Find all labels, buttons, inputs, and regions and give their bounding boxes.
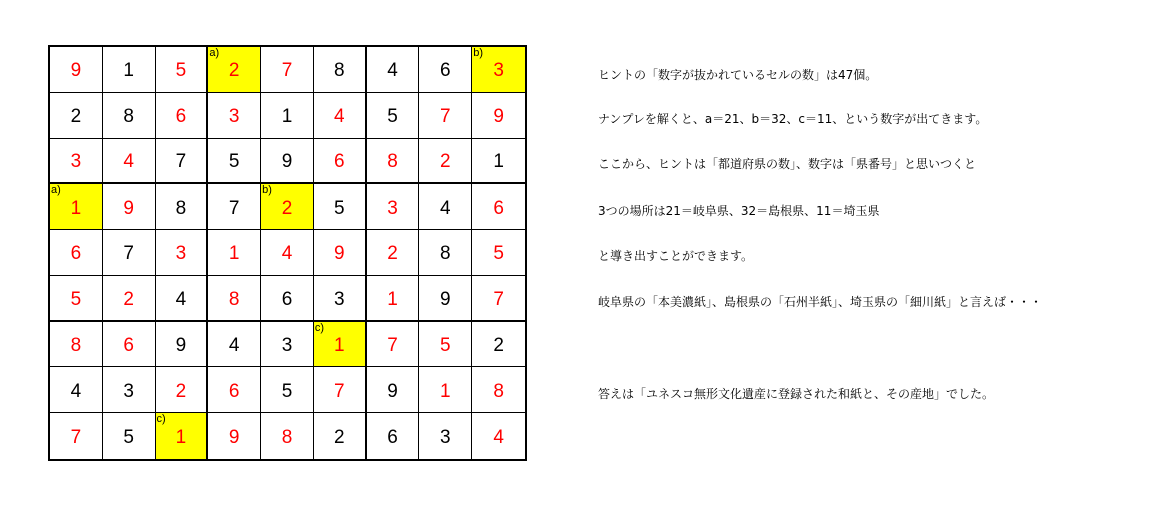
sudoku-cell-r3-c3 bbox=[156, 139, 209, 185]
cell-digit: 2 bbox=[440, 151, 451, 173]
sudoku-cell-r4-c8 bbox=[419, 184, 472, 230]
sudoku-cell-r9-c7 bbox=[367, 413, 420, 459]
sudoku-cell-r8-c5 bbox=[261, 367, 314, 413]
sudoku-cell-r1-c4 bbox=[208, 47, 261, 93]
sudoku-cell-r6-c7 bbox=[367, 276, 420, 322]
cell-digit: 8 bbox=[175, 197, 187, 219]
sudoku-cell-r6-c4 bbox=[208, 276, 261, 322]
sudoku-cell-r1-c9 bbox=[472, 47, 525, 93]
sudoku-cell-r7-c6 bbox=[314, 322, 367, 368]
cell-digit: 1 bbox=[70, 197, 82, 219]
sudoku-cell-r5-c8 bbox=[419, 230, 472, 276]
sudoku-cell-r9-c5 bbox=[261, 413, 314, 459]
cell-digit: 3 bbox=[281, 335, 293, 357]
cell-digit: 9 bbox=[281, 151, 293, 173]
cell-digit: 9 bbox=[175, 335, 187, 357]
cell-digit: 4 bbox=[440, 197, 451, 219]
cell-digit: 2 bbox=[70, 106, 82, 128]
cell-digit: 2 bbox=[123, 288, 134, 310]
cell-digit: 2 bbox=[175, 380, 187, 402]
note-hint-count: ヒントの「数字が抜かれているセルの数」は47個。 bbox=[598, 68, 878, 82]
sudoku-cell-r5-c2 bbox=[103, 230, 156, 276]
sudoku-cell-r1-c5 bbox=[261, 47, 314, 93]
sudoku-cell-r3-c2 bbox=[103, 139, 156, 185]
cell-digit: 5 bbox=[387, 106, 398, 128]
cell-digit: 9 bbox=[440, 288, 451, 310]
cell-digit: 7 bbox=[123, 243, 134, 265]
sudoku-cell-r9-c6 bbox=[314, 413, 367, 459]
cell-digit: 3 bbox=[387, 197, 398, 219]
cell-digit: 9 bbox=[123, 197, 134, 219]
cell-marker-label: a) bbox=[209, 47, 220, 59]
cell-digit: 7 bbox=[175, 151, 187, 173]
sudoku-cell-r8-c1 bbox=[50, 367, 103, 413]
sudoku-cell-r4-c7 bbox=[367, 184, 420, 230]
cell-digit: 5 bbox=[440, 335, 451, 357]
cell-digit: 6 bbox=[493, 197, 504, 219]
sudoku-cell-r8-c2 bbox=[103, 367, 156, 413]
cell-digit: 1 bbox=[123, 60, 134, 82]
sudoku-cell-r8-c9 bbox=[472, 367, 525, 413]
sudoku-cell-r2-c2 bbox=[103, 93, 156, 139]
sudoku-cell-r2-c1 bbox=[50, 93, 103, 139]
cell-digit: 8 bbox=[493, 380, 504, 402]
cell-digit: 9 bbox=[70, 60, 82, 82]
cell-digit: 1 bbox=[440, 380, 451, 402]
sudoku-cell-r9-c3 bbox=[156, 413, 209, 459]
sudoku-cell-r4-c6 bbox=[314, 184, 367, 230]
cell-digit: 3 bbox=[123, 380, 134, 402]
sudoku-cell-r1-c3 bbox=[156, 47, 209, 93]
cell-digit: 7 bbox=[493, 288, 504, 310]
cell-digit: 4 bbox=[387, 60, 398, 82]
cell-digit: 2 bbox=[387, 243, 398, 265]
sudoku-cell-r3-c7 bbox=[367, 139, 420, 185]
cell-digit: 1 bbox=[333, 335, 345, 357]
sudoku-cell-r5-c9 bbox=[472, 230, 525, 276]
sudoku-cell-r3-c5 bbox=[261, 139, 314, 185]
cell-digit: 5 bbox=[281, 380, 293, 402]
cell-digit: 6 bbox=[123, 335, 134, 357]
sudoku-cell-r1-c1 bbox=[50, 47, 103, 93]
cell-digit: 4 bbox=[493, 427, 504, 449]
cell-digit: 1 bbox=[281, 106, 293, 128]
cell-digit: 6 bbox=[333, 151, 345, 173]
cell-digit: 3 bbox=[493, 60, 504, 82]
cell-digit: 3 bbox=[440, 427, 451, 449]
sudoku-cell-r9-c4 bbox=[208, 413, 261, 459]
cell-digit: 5 bbox=[175, 60, 187, 82]
cell-digit: 4 bbox=[70, 380, 82, 402]
cell-digit: 2 bbox=[333, 427, 345, 449]
sudoku-cell-r2-c7 bbox=[367, 93, 420, 139]
sudoku-cell-r9-c2 bbox=[103, 413, 156, 459]
sudoku-cell-r1-c6 bbox=[314, 47, 367, 93]
cell-marker-label: a) bbox=[51, 184, 61, 197]
cell-marker-label: b) bbox=[473, 47, 483, 59]
cell-digit: 2 bbox=[228, 60, 240, 82]
cell-digit: 1 bbox=[493, 151, 504, 173]
cell-digit: 1 bbox=[228, 243, 240, 265]
cell-digit: 7 bbox=[333, 380, 345, 402]
note-solve-values: ナンプレを解くと、a＝21、b＝32、c＝11、という数字が出てきます。 bbox=[598, 112, 988, 126]
cell-digit: 6 bbox=[70, 243, 82, 265]
sudoku-cell-r1-c8 bbox=[419, 47, 472, 93]
cell-digit: 8 bbox=[228, 288, 240, 310]
cell-digit: 3 bbox=[228, 106, 240, 128]
cell-digit: 7 bbox=[387, 335, 398, 357]
sudoku-cell-r4-c4 bbox=[208, 184, 261, 230]
cell-digit: 4 bbox=[333, 106, 345, 128]
cell-digit: 6 bbox=[387, 427, 398, 449]
cell-digit: 6 bbox=[440, 60, 451, 82]
cell-digit: 5 bbox=[123, 427, 134, 449]
cell-digit: 5 bbox=[333, 197, 345, 219]
cell-digit: 8 bbox=[123, 106, 134, 128]
sudoku-cell-r6-c3 bbox=[156, 276, 209, 322]
sudoku-cell-r2-c5 bbox=[261, 93, 314, 139]
note-washi-names: 岐阜県の「本美濃紙」、島根県の「石州半紙」、埼玉県の「細川紙」と言えば・・・ bbox=[598, 295, 1043, 309]
sudoku-cell-r5-c7 bbox=[367, 230, 420, 276]
sudoku-cell-r6-c6 bbox=[314, 276, 367, 322]
cell-digit: 2 bbox=[281, 197, 293, 219]
cell-digit: 7 bbox=[228, 197, 240, 219]
cell-digit: 7 bbox=[281, 60, 293, 82]
cell-marker-label: b) bbox=[262, 184, 272, 197]
cell-digit: 3 bbox=[175, 243, 187, 265]
sudoku-cell-r3-c1 bbox=[50, 139, 103, 185]
cell-digit: 1 bbox=[175, 427, 187, 449]
cell-digit: 5 bbox=[228, 151, 240, 173]
cell-marker-label: c) bbox=[156, 413, 166, 426]
cell-marker-label: c) bbox=[314, 321, 325, 334]
sudoku-cell-r2-c3 bbox=[156, 93, 209, 139]
cell-digit: 9 bbox=[333, 243, 345, 265]
cell-digit: 8 bbox=[440, 243, 451, 265]
cell-digit: 4 bbox=[123, 151, 134, 173]
sudoku-cell-r9-c9 bbox=[472, 413, 525, 459]
sudoku-cell-r7-c2 bbox=[103, 322, 156, 368]
cell-digit: 4 bbox=[175, 288, 187, 310]
sudoku-cell-r9-c1 bbox=[50, 413, 103, 459]
sudoku-cell-r4-c3 bbox=[156, 184, 209, 230]
sudoku-cell-r4-c2 bbox=[103, 184, 156, 230]
cell-digit: 4 bbox=[281, 243, 293, 265]
cell-digit: 6 bbox=[228, 380, 240, 402]
sudoku-grid bbox=[48, 45, 527, 461]
sudoku-cell-r8-c7 bbox=[367, 367, 420, 413]
sudoku-cell-r5-c4 bbox=[208, 230, 261, 276]
sudoku-cell-r7-c5 bbox=[261, 322, 314, 368]
cell-digit: 1 bbox=[387, 288, 398, 310]
sudoku-cell-r5-c5 bbox=[261, 230, 314, 276]
sudoku-cell-r2-c6 bbox=[314, 93, 367, 139]
sudoku-cell-r5-c6 bbox=[314, 230, 367, 276]
cell-digit: 8 bbox=[333, 60, 345, 82]
sudoku-cell-r6-c5 bbox=[261, 276, 314, 322]
sudoku-cell-r8-c3 bbox=[156, 367, 209, 413]
sudoku-cell-r7-c1 bbox=[50, 322, 103, 368]
sudoku-cell-r7-c7 bbox=[367, 322, 420, 368]
sudoku-cell-r2-c8 bbox=[419, 93, 472, 139]
cell-digit: 9 bbox=[228, 427, 240, 449]
cell-digit: 4 bbox=[228, 335, 240, 357]
cell-digit: 9 bbox=[387, 380, 398, 402]
cell-digit: 8 bbox=[70, 335, 82, 357]
sudoku-cell-r6-c9 bbox=[472, 276, 525, 322]
sudoku-cell-r3-c6 bbox=[314, 139, 367, 185]
sudoku-cell-r6-c8 bbox=[419, 276, 472, 322]
sudoku-cell-r8-c4 bbox=[208, 367, 261, 413]
sudoku-cell-r4-c5 bbox=[261, 184, 314, 230]
cell-digit: 6 bbox=[281, 288, 293, 310]
cell-digit: 2 bbox=[493, 335, 504, 357]
sudoku-cell-r3-c8 bbox=[419, 139, 472, 185]
cell-digit: 7 bbox=[70, 427, 82, 449]
sudoku-cell-r2-c9 bbox=[472, 93, 525, 139]
sudoku-cell-r7-c9 bbox=[472, 322, 525, 368]
sudoku-cell-r5-c1 bbox=[50, 230, 103, 276]
sudoku-cell-r9-c8 bbox=[419, 413, 472, 459]
sudoku-cell-r3-c4 bbox=[208, 139, 261, 185]
sudoku-cell-r1-c7 bbox=[367, 47, 420, 93]
sudoku-cell-r8-c8 bbox=[419, 367, 472, 413]
sudoku-cell-r7-c8 bbox=[419, 322, 472, 368]
cell-digit: 6 bbox=[175, 106, 187, 128]
sudoku-cell-r6-c1 bbox=[50, 276, 103, 322]
sudoku-cell-r1-c2 bbox=[103, 47, 156, 93]
note-answer: 答えは「ユネスコ無形文化遺産に登録された和紙と、その産地」でした。 bbox=[598, 387, 995, 401]
sudoku-cell-r3-c9 bbox=[472, 139, 525, 185]
note-derive: と導き出すことができます。 bbox=[598, 249, 754, 263]
sudoku-cell-r8-c6 bbox=[314, 367, 367, 413]
cell-digit: 3 bbox=[333, 288, 345, 310]
sudoku-cell-r7-c3 bbox=[156, 322, 209, 368]
sudoku-cell-r5-c3 bbox=[156, 230, 209, 276]
note-prefecture-idea: ここから、ヒントは「都道府県の数」、数字は「県番号」と思いつくと bbox=[598, 157, 977, 171]
sudoku-cell-r6-c2 bbox=[103, 276, 156, 322]
cell-digit: 7 bbox=[440, 106, 451, 128]
cell-digit: 9 bbox=[493, 106, 504, 128]
cell-digit: 3 bbox=[70, 151, 82, 173]
sudoku-cell-r4-c9 bbox=[472, 184, 525, 230]
sudoku-cell-r4-c1 bbox=[50, 184, 103, 230]
cell-digit: 8 bbox=[387, 151, 398, 173]
note-three-places: 3つの場所は21＝岐阜県、32＝島根県、11＝埼玉県 bbox=[598, 204, 880, 218]
cell-digit: 8 bbox=[281, 427, 293, 449]
sudoku-cell-r7-c4 bbox=[208, 322, 261, 368]
sudoku-cell-r2-c4 bbox=[208, 93, 261, 139]
cell-digit: 5 bbox=[493, 243, 504, 265]
cell-digit: 5 bbox=[70, 288, 82, 310]
